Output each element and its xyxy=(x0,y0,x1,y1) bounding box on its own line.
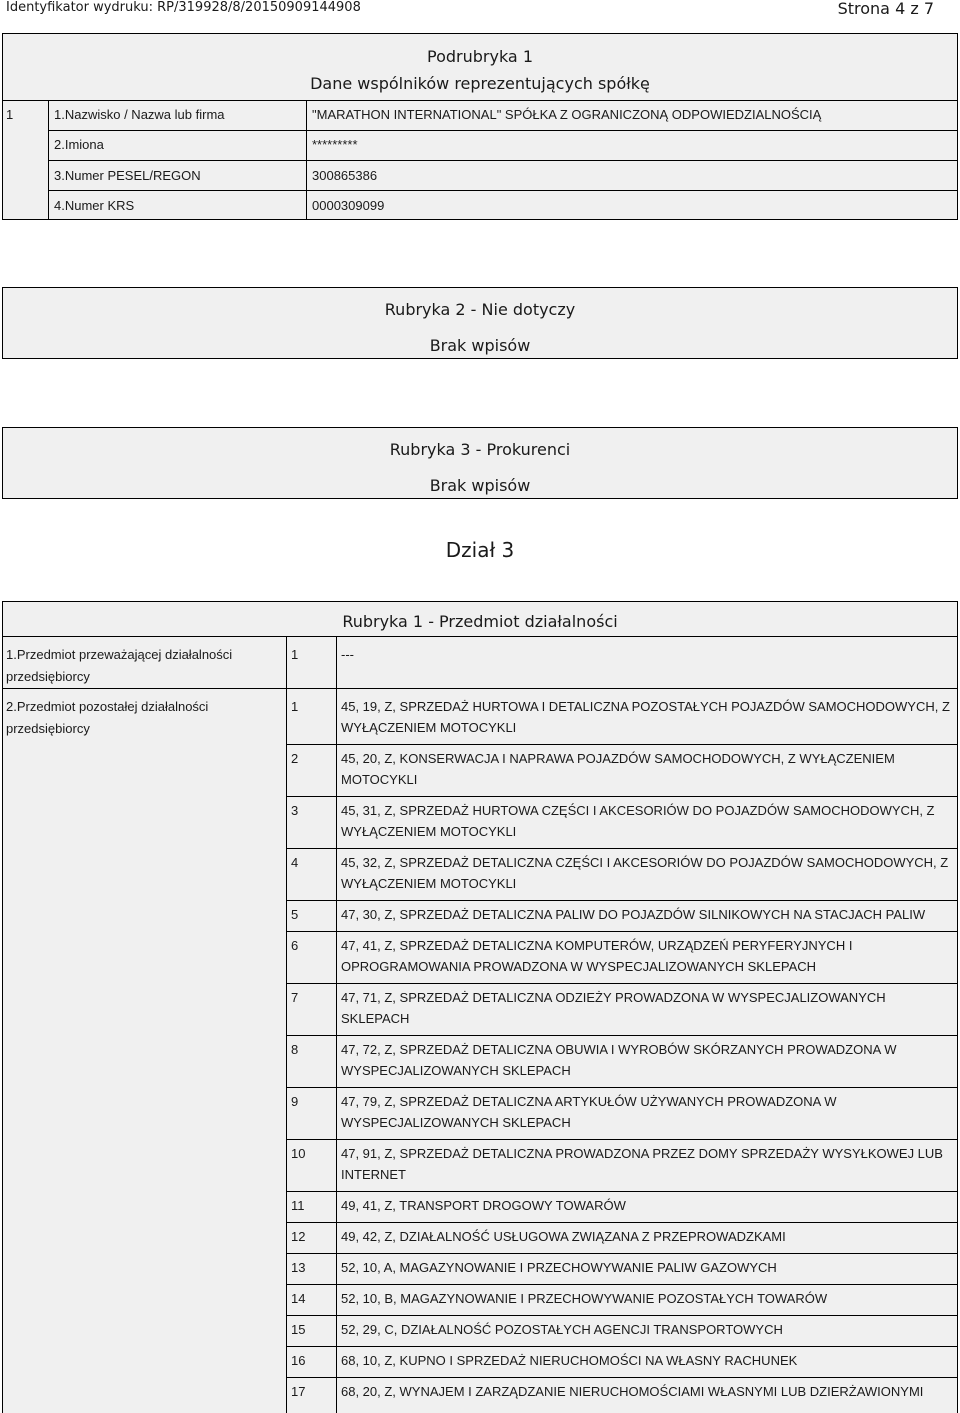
pkd-description: 45, 32, Z, SPRZEDAŻ DETALICZNA CZĘŚCI I AKCESORIÓW DO POJAZDÓW SAMOCHODOWYCH, Z WYŁĄCZENIEM MOTOCYKLI xyxy=(341,855,949,891)
row-label-nazwa: 1.Nazwisko / Nazwa lub firma xyxy=(54,107,225,122)
pkd-number: 6 xyxy=(291,938,299,953)
pkd-description: 45, 20, Z, KONSERWACJA I NAPRAWA POJAZDÓW SAMOCHODOWYCH, Z WYŁĄCZENIEM MOTOCYKLI xyxy=(341,751,895,787)
podrubryka-subtitle: Dane wspólników reprezentujących spółkę xyxy=(310,74,650,93)
pkd-number: 13 xyxy=(291,1260,306,1275)
main-activity-num: 1 xyxy=(291,647,299,662)
pkd-description: 47, 72, Z, SPRZEDAŻ DETALICZNA OBUWIA I WYROBÓW SKÓRZANYCH PROWADZONA W WYSPECJALIZOWANYCH SKLEPACH xyxy=(341,1042,897,1078)
pkd-description: 47, 79, Z, SPRZEDAŻ DETALICZNA ARTYKUŁÓW UŻYWANYCH PROWADZONA W WYSPECJALIZOWANYCH SKLEPACH xyxy=(341,1094,837,1130)
pkd-description: 52, 29, C, DZIAŁALNOŚĆ POZOSTAŁYCH AGENCJI TRANSPORTOWYCH xyxy=(341,1322,783,1337)
pkd-number: 14 xyxy=(291,1291,306,1306)
rubryka3-empty: Brak wpisów xyxy=(429,476,531,495)
main-activity-label-2: przedsiębiorcy xyxy=(6,669,90,684)
pkd-number: 11 xyxy=(291,1198,305,1213)
row-value-imiona: ********* xyxy=(312,137,358,152)
pkd-number: 15 xyxy=(291,1322,306,1337)
pkd-number: 9 xyxy=(291,1094,299,1109)
podrubryka-index: 1 xyxy=(6,107,14,122)
pkd-description: 47, 91, Z, SPRZEDAŻ DETALICZNA PROWADZONA PRZEZ DOMY SPRZEDAŻY WYSYŁKOWEJ LUB INTERNET xyxy=(341,1146,943,1182)
pkd-description: 68, 10, Z, KUPNO I SPRZEDAŻ NIERUCHOMOŚCI NA WŁASNY RACHUNEK xyxy=(341,1353,798,1368)
pkd-description: 52, 10, A, MAGAZYNOWANIE I PRZECHOWYWANIE PALIW GAZOWYCH xyxy=(341,1260,777,1275)
rubryka2-empty: Brak wpisów xyxy=(429,336,531,355)
pkd-description: 52, 10, B, MAGAZYNOWANIE I PRZECHOWYWANIE POZOSTAŁYCH TOWARÓW xyxy=(341,1291,828,1306)
pkd-number: 3 xyxy=(291,803,299,818)
pkd-number: 17 xyxy=(291,1384,306,1399)
pkd-number: 16 xyxy=(291,1353,306,1368)
print-identifier: Identyfikator wydruku: RP/319928/8/20150909144908 xyxy=(6,0,361,15)
pkd-description: 49, 42, Z, DZIAŁALNOŚĆ USŁUGOWA ZWIĄZANA Z PRZEPROWADZKAMI xyxy=(341,1229,786,1244)
rubryka3-title: Rubryka 3 - Prokurenci xyxy=(389,440,571,459)
pkd-number: 4 xyxy=(291,855,299,870)
pkd-description: 45, 19, Z, SPRZEDAŻ HURTOWA I DETALICZNA POZOSTAŁYCH POJAZDÓW SAMOCHODOWYCH, Z WYŁĄCZENIEM MOTOCYKLI xyxy=(341,699,950,735)
pkd-description: 68, 20, Z, WYNAJEM I ZARZĄDZANIE NIERUCHOMOŚCIAMI WŁASNYMI LUB DZIERŻAWIONYMI xyxy=(341,1384,924,1399)
main-activity-value: --- xyxy=(341,647,354,662)
pkd-number: 10 xyxy=(291,1146,306,1161)
przedmiot-title: Rubryka 1 - Przedmiot działalności xyxy=(342,612,618,631)
row-label-krs: 4.Numer KRS xyxy=(54,198,135,213)
row-label-pesel: 3.Numer PESEL/REGON xyxy=(54,168,201,183)
other-activity-label-1: 2.Przedmiot pozostałej działalności xyxy=(6,699,209,714)
pkd-description: 45, 31, Z, SPRZEDAŻ HURTOWA CZĘŚCI I AKCESORIÓW DO POJAZDÓW SAMOCHODOWYCH, Z WYŁĄCZENIEM MOTOCYKLI xyxy=(341,803,935,839)
pkd-description: 47, 71, Z, SPRZEDAŻ DETALICZNA ODZIEŻY PROWADZONA W WYSPECJALIZOWANYCH SKLEPACH xyxy=(341,990,886,1026)
main-activity-label-1: 1.Przedmiot przeważającej działalności xyxy=(6,647,233,662)
pkd-number: 2 xyxy=(291,751,299,766)
pkd-number: 5 xyxy=(291,907,299,922)
pkd-description: 47, 41, Z, SPRZEDAŻ DETALICZNA KOMPUTERÓW, URZĄDZEŃ PERYFERYJNYCH I OPROGRAMOWANIA PROWADZONA W WYSPECJALIZOWANYCH SKLEPACH xyxy=(341,938,853,974)
page-number: Strona 4 z 7 xyxy=(837,0,934,18)
other-activity-label-2: przedsiębiorcy xyxy=(6,721,90,736)
row-label-imiona: 2.Imiona xyxy=(54,137,104,152)
row-value-nazwa: "MARATHON INTERNATIONAL" SPÓŁKA Z OGRANICZONĄ ODPOWIEDZIALNOŚCIĄ xyxy=(312,107,822,122)
row-value-krs: 0000309099 xyxy=(312,198,385,213)
pkd-number: 1 xyxy=(291,699,299,714)
pkd-description: 47, 30, Z, SPRZEDAŻ DETALICZNA PALIW DO POJAZDÓW SILNIKOWYCH NA STACJACH PALIW xyxy=(341,907,926,922)
podrubryka-title: Podrubryka 1 xyxy=(427,47,533,66)
row-value-pesel: 300865386 xyxy=(312,168,378,183)
pkd-number: 12 xyxy=(291,1229,306,1244)
dzial3-title: Dział 3 xyxy=(445,538,515,562)
rubryka2-title: Rubryka 2 - Nie dotyczy xyxy=(384,300,576,319)
pkd-description: 49, 41, Z, TRANSPORT DROGOWY TOWARÓW xyxy=(341,1198,626,1213)
pkd-number: 8 xyxy=(291,1042,299,1057)
pkd-number: 7 xyxy=(291,990,299,1005)
